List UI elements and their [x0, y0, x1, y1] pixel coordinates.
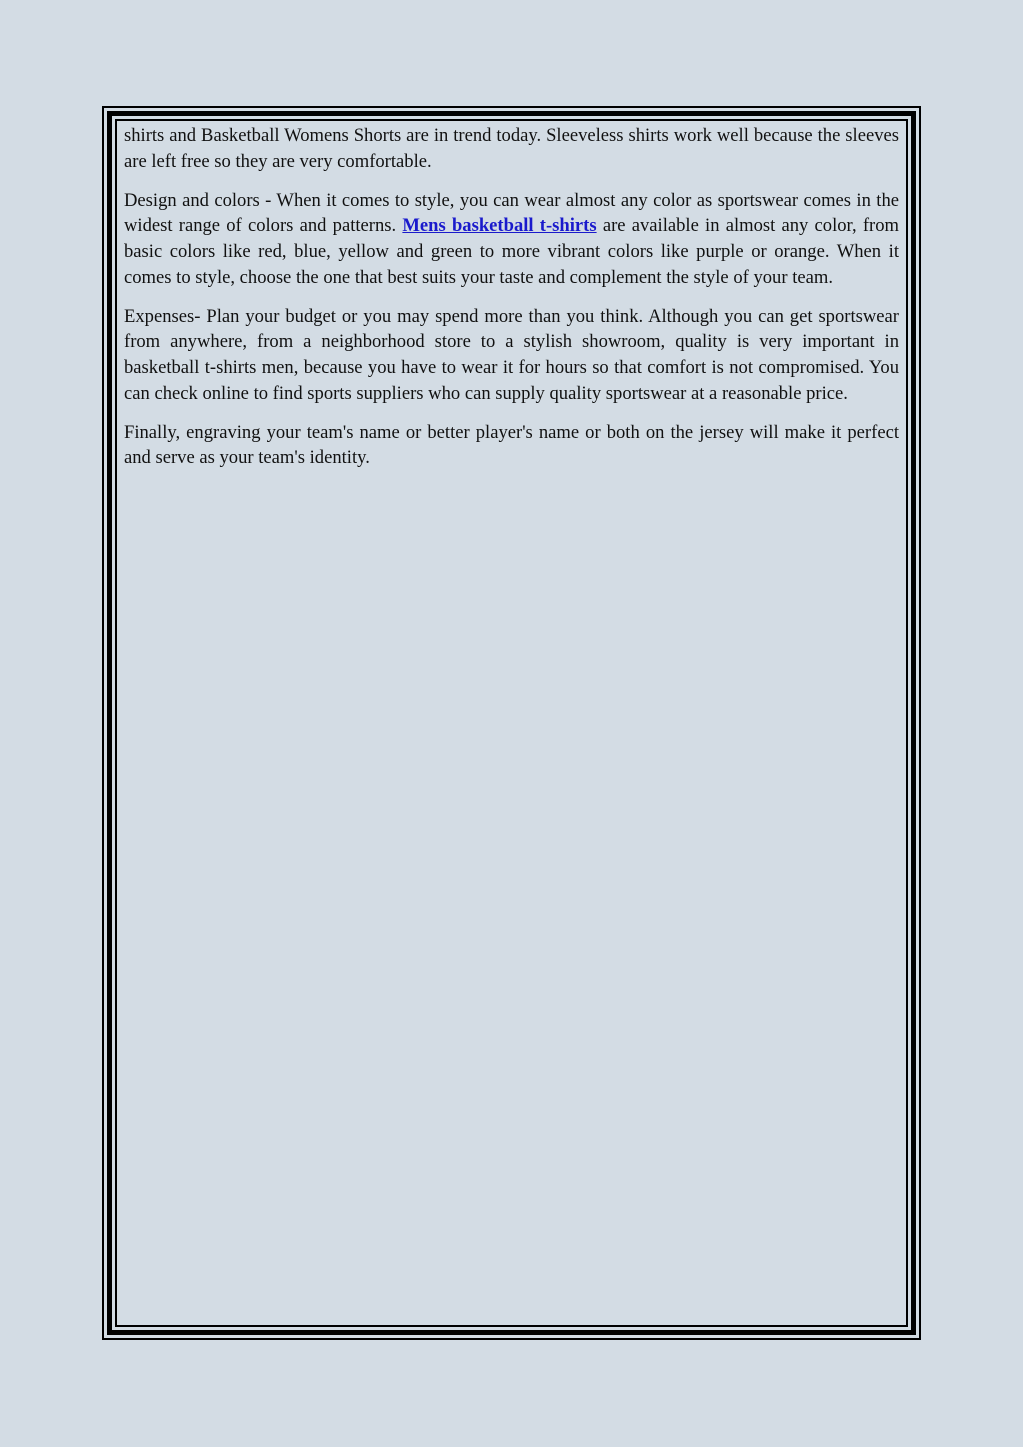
paragraph-finally: Finally, engraving your team's name or better player's name or both on the jersey will make it perfect and serve as your team's identity.: [124, 421, 899, 469]
paragraph-expenses: Expenses- Plan your budget or you may spend more than you think. Although you can get sportswear from anywhere, from a neighborhood store to a stylish showroom, quality is very important in basketball t-shirts men, because you have to wear it for hours so that comfort is not compromised. You can check online to find sports suppliers who can supply quality sportswear at a reasonable price.: [124, 305, 899, 404]
paragraph-design-colors-intro: Design and colors - When it comes to style, you can wear almost any color as sportswear comes in the widest range of colors and patterns.: [124, 189, 899, 237]
mens-basketball-tshirts-link[interactable]: Mens basketball t-shirts: [402, 215, 597, 237]
paragraph-design-colors: [124, 188, 899, 290]
paragraph-design-colors-rest: are available in almost any color, from basic colors like red, blue, yellow and green to more vibrant colors like purple or orange. When it comes to style, choose the one that best suits your taste and complement the style of your team.: [124, 215, 899, 288]
paragraph-sleeveless: shirts and Basketball Womens Shorts are in trend today. Sleeveless shirts work well because the sleeves are left free so they are very comfortable.: [124, 125, 899, 172]
document-body: [124, 123, 899, 485]
